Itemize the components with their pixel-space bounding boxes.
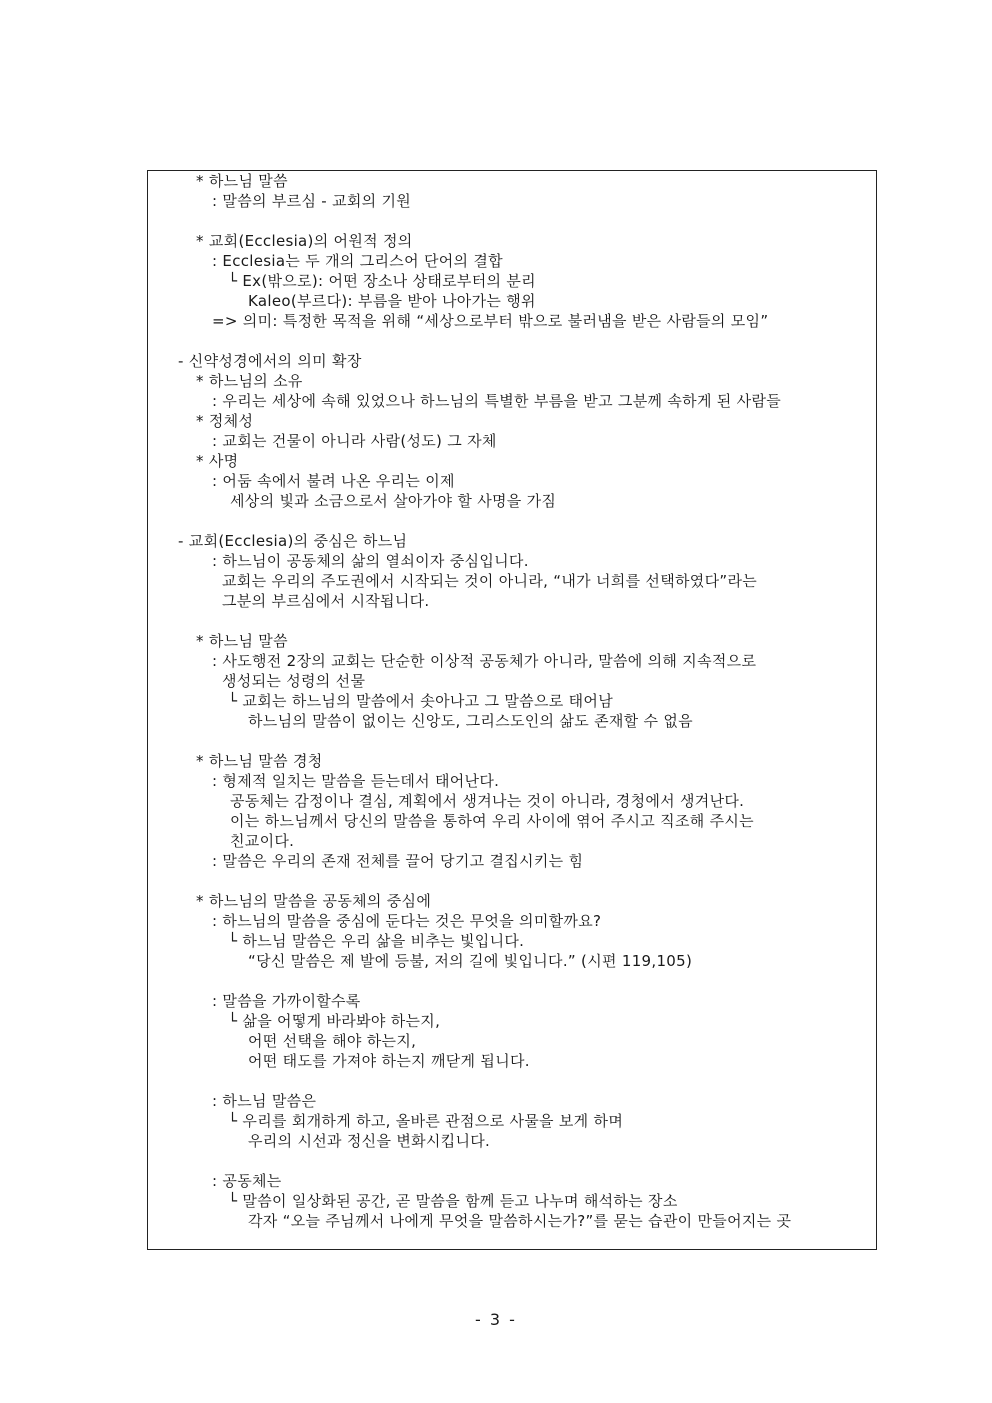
text-line: 어떤 태도를 가져야 하는지 깨닫게 됩니다. [248,1052,530,1070]
text-line: └ Ex(밖으로): 어떤 장소나 상태로부터의 분리 [228,272,536,290]
text-line: * 정체성 [196,412,254,430]
text-line: : 말씀을 가까이할수록 [212,992,361,1010]
text-line: * 하느님 말씀 경청 [196,752,323,770]
text-line: └ 하느님 말씀은 우리 삶을 비추는 빛입니다. [228,932,525,950]
section-heading: - 신약성경에서의 의미 확장 [178,352,362,370]
text-line: : 우리는 세상에 속해 있었으나 하느님의 특별한 부름을 받고 그분께 속하게 된 사람들 [212,392,782,410]
text-line: * 교회(Ecclesia)의 어원적 정의 [196,232,413,250]
text-line: 하느님의 말씀이 없이는 신앙도, 그리스도인의 삶도 존재할 수 없음 [248,712,693,730]
text-line: : Ecclesia는 두 개의 그리스어 단어의 결합 [212,252,503,270]
text-line: * 하느님 말씀 [196,172,288,190]
text-line: : 사도행전 2장의 교회는 단순한 이상적 공동체가 아니라, 말씀에 의해 지속적으로 [212,652,757,670]
text-line: : 말씀은 우리의 존재 전체를 끌어 당기고 결집시키는 힘 [212,852,584,870]
text-line: * 하느님 말씀 [196,632,288,650]
text-line: 공동체는 감정이나 결심, 계획에서 생겨나는 것이 아니라, 경청에서 생겨난다. [230,792,745,810]
text-line: : 말씀의 부르심 - 교회의 기원 [212,192,412,210]
text-line: 이는 하느님께서 당신의 말씀을 통하여 우리 사이에 엮어 주시고 직조해 주시는 [230,812,754,830]
text-line: 그분의 부르심에서 시작됩니다. [222,592,430,610]
text-line: └ 교회는 하느님의 말씀에서 솟아나고 그 말씀으로 태어남 [228,692,613,710]
text-line: 친교이다. [230,832,295,850]
text-line: : 공동체는 [212,1172,282,1190]
text-line: “당신 말씀은 제 발에 등불, 저의 길에 빛입니다.” (시편 119,105) [248,952,693,970]
text-line: └ 우리를 회개하게 하고, 올바른 관점으로 사물을 보게 하며 [228,1112,624,1130]
text-line: Kaleo(부르다): 부름을 받아 나아가는 행위 [248,292,536,310]
text-line: : 하느님의 말씀을 중심에 둔다는 것은 무엇을 의미할까요? [212,912,602,930]
text-line: 각자 “오늘 주님께서 나에게 무엇을 말씀하시는가?”를 묻는 습관이 만들어지는 곳 [248,1212,792,1230]
text-line: * 사명 [196,452,239,470]
page-number: - 3 - [475,1310,517,1329]
text-line: * 하느님의 소유 [196,372,303,390]
section-heading: - 교회(Ecclesia)의 중심은 하느님 [178,532,408,550]
text-line: => 의미: 특정한 목적을 위해 “세상으로부터 밖으로 불러냄을 받은 사람들의 모임” [212,312,769,330]
text-line: 우리의 시선과 정신을 변화시킵니다. [248,1132,491,1150]
text-line: : 형제적 일치는 말씀을 듣는데서 태어난다. [212,772,500,790]
text-line: └ 삶을 어떻게 바라봐야 하는지, [228,1012,441,1030]
text-line: 세상의 빛과 소금으로서 살아가야 할 사명을 가짐 [230,492,557,510]
text-line: : 하느님이 공동체의 삶의 열쇠이자 중심입니다. [212,552,529,570]
text-line: : 어둠 속에서 불려 나온 우리는 이제 [212,472,455,490]
text-line: └ 말씀이 일상화된 공간, 곧 말씀을 함께 듣고 나누며 해석하는 장소 [228,1192,678,1210]
text-line: 교회는 우리의 주도권에서 시작되는 것이 아니라, “내가 너희를 선택하였다”라는 [222,572,758,590]
text-line: 생성되는 성령의 선물 [222,672,366,690]
text-line: : 교회는 건물이 아니라 사람(성도) 그 자체 [212,432,497,450]
text-line: * 하느님의 말씀을 공동체의 중심에 [196,892,432,910]
content-box [147,170,877,1250]
text-line: 어떤 선택을 해야 하는지, [248,1032,417,1050]
text-line: : 하느님 말씀은 [212,1092,317,1110]
